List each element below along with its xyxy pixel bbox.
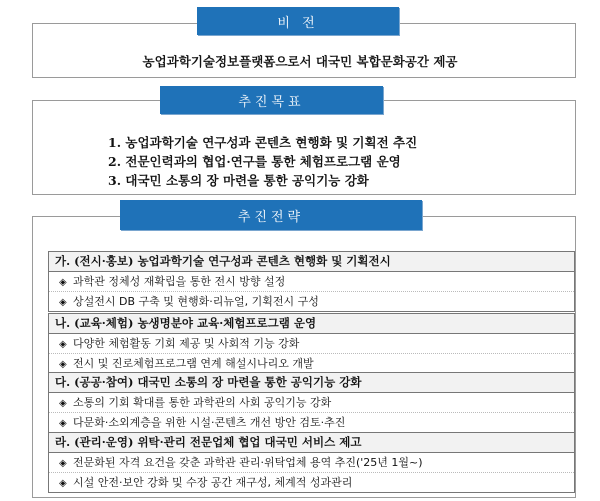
diamond-bullet-icon: ◈ bbox=[59, 297, 67, 308]
strategy-item-text: 전시 및 진로체험프로그램 연계 해설시나리오 개발 bbox=[73, 357, 314, 370]
strategy-item-text: 전문화된 자격 요건을 갖춘 과학관 관리·위탁업체 용역 추진('25년 1월~) bbox=[73, 456, 423, 469]
strategy-item-text: 시설 안전·보안 강화 및 수장 공간 재구성, 체계적 성과관리 bbox=[73, 476, 353, 489]
diamond-bullet-icon: ◈ bbox=[59, 398, 67, 409]
strategy-group-na bbox=[48, 313, 575, 374]
strategy-item bbox=[49, 354, 574, 373]
goal-item: 1. 농업과학기술 연구성과 콘텐츠 현행화 및 기획전 추진 bbox=[108, 135, 418, 150]
strategy-item bbox=[49, 334, 574, 354]
diamond-bullet-icon: ◈ bbox=[59, 478, 67, 489]
diamond-bullet-icon: ◈ bbox=[59, 359, 67, 370]
strategy-item bbox=[49, 413, 574, 432]
strategy-item bbox=[49, 272, 574, 292]
strategy-item-text: 과학관 정체성 재확립을 통한 전시 방향 설정 bbox=[73, 275, 286, 288]
strategy-item bbox=[49, 292, 574, 311]
strategy-item bbox=[49, 393, 574, 413]
strategy-group-heading: 나. (교육·체험) 농생명분야 교육·체험프로그램 운영 bbox=[49, 314, 574, 334]
vision-statement: 농업과학기술정보플랫폼으로서 대국민 복합문화공간 제공 bbox=[142, 54, 458, 69]
diamond-bullet-icon: ◈ bbox=[59, 458, 67, 469]
goals-list bbox=[108, 133, 417, 190]
strategy-group-heading: 다. (공공·참여) 대국민 소통의 장 마련을 통한 공익기능 강화 bbox=[49, 373, 574, 393]
strategy-group-da bbox=[48, 372, 575, 433]
strategy-group-ra bbox=[48, 432, 575, 493]
diamond-bullet-icon: ◈ bbox=[59, 418, 67, 429]
goal-item: 3. 대국민 소통의 장 마련을 통한 공익기능 강화 bbox=[108, 173, 369, 188]
diamond-bullet-icon: ◈ bbox=[59, 277, 67, 288]
strategy-title-tab: 추진전략 bbox=[120, 200, 422, 230]
strategy-item-text: 다문화·소외계층을 위한 시설·콘텐츠 개선 방안 검토·추진 bbox=[73, 416, 346, 429]
strategy-item bbox=[49, 473, 574, 492]
strategy-item-text: 상설전시 DB 구축 및 현행화·리뉴얼, 기획전시 구성 bbox=[73, 295, 319, 308]
goal-item: 2. 전문인력과의 협업·연구를 통한 체험프로그램 운영 bbox=[108, 154, 401, 169]
diamond-bullet-icon: ◈ bbox=[59, 339, 67, 350]
strategy-group-heading: 라. (관리·운영) 위탁·관리 전문업체 협업 대국민 서비스 제고 bbox=[49, 433, 574, 453]
vision-title-tab: 비 전 bbox=[197, 7, 399, 35]
strategy-group-heading: 가. (전시·홍보) 농업과학기술 연구성과 콘텐츠 현행화 및 기획전시 bbox=[49, 252, 574, 272]
strategy-item-text: 다양한 체험활동 기회 제공 및 사회적 기능 강화 bbox=[73, 337, 300, 350]
strategy-group-ga bbox=[48, 251, 575, 312]
goals-title-tab: 추진목표 bbox=[160, 86, 383, 114]
strategy-item-text: 소통의 기회 확대를 통한 과학관의 사회 공익기능 강화 bbox=[73, 396, 332, 409]
strategy-item bbox=[49, 453, 574, 473]
